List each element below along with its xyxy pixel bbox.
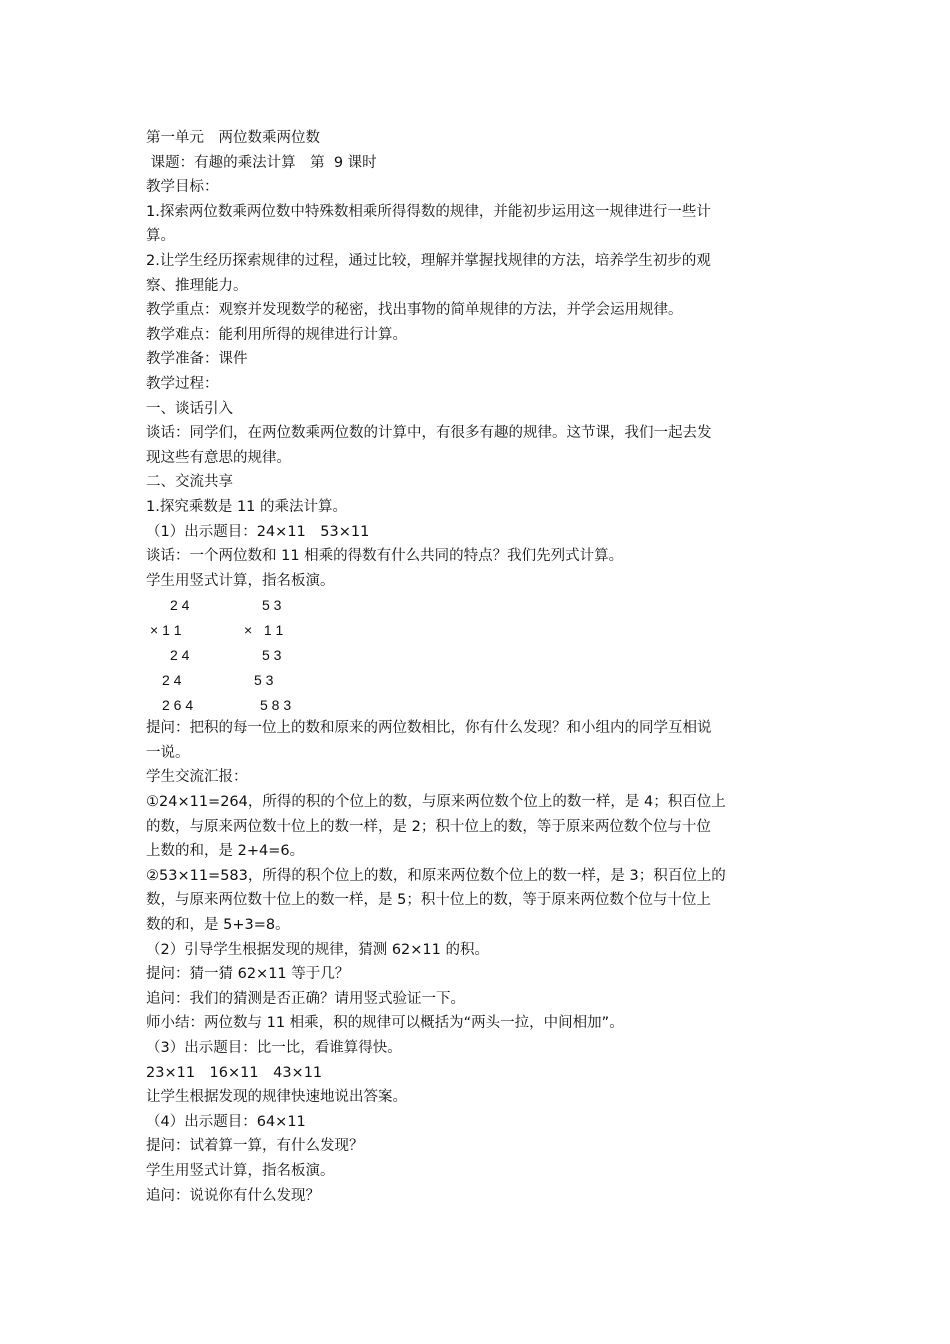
calc-a-row-4: 2 4 [162, 672, 182, 689]
explore-heading: 1.探究乘数是 11 的乘法计算。 [146, 498, 348, 515]
ask-1-line-2: 一说。 [146, 744, 190, 761]
talk-1-line-1: 谈话：同学们，在两位数乘两位数的计算中，有很多有趣的规律。这节课，我们一起去发 [146, 425, 712, 442]
report-2-line-2: 数，与原来两位数十位上的数一样，是 5；积十位上的数，等于原来两位数个位与十位上 [146, 892, 711, 909]
ask-3: 提问：试着算一算，有什么发现？ [146, 1138, 364, 1155]
talk-1-line-2: 现这些有意思的规律。 [146, 449, 291, 466]
ask-2: 提问：猜一猜 62×11 等于几？ [146, 966, 350, 983]
key-point: 教学重点：观察并发现数学的秘密，找出事物的简单规律的方法，并学会运用规律。 [146, 302, 683, 319]
goal-2-line-1: 2.让学生经历探索规律的过程，通过比较，理解并掌握找规律的方法，培养学生初步的观 [146, 252, 711, 269]
vertical-instruction-2: 学生用竖式计算，指名板演。 [146, 1162, 335, 1179]
report-2-line-1: ②53×11=583，所得的积个位上的数，和原来两位数个位上的数一样，是 3；积百位上的 [146, 867, 726, 884]
question-3-items: 23×11 16×11 43×11 [146, 1064, 323, 1081]
follow-up-1: 追问：我们的猜测是否正确？请用竖式验证一下。 [146, 990, 465, 1007]
teacher-summary: 师小结：两位数与 11 相乘，积的规律可以概括为“两头一拉，中间相加”。 [146, 1015, 624, 1032]
goals-heading: 教学目标： [146, 179, 219, 196]
preparation: 教学准备：课件 [146, 351, 248, 368]
question-3: （3）出示题目：比一比，看谁算得快。 [146, 1040, 402, 1056]
calc-a-result: 2 6 4 [162, 697, 194, 714]
calc-a-row-2: × 1 1 [150, 622, 182, 639]
goal-2-line-2: 察、推理能力。 [146, 277, 248, 294]
question-3-note: 让学生根据发现的规律快速地说出答案。 [146, 1089, 407, 1106]
report-heading: 学生交流汇报： [146, 769, 248, 786]
calc-b-row-2: × 1 1 [244, 622, 284, 639]
report-2-line-3: 数的和，是 5+3=8。 [146, 917, 290, 934]
goal-1-line-2: 算。 [146, 228, 175, 245]
calc-b-row-1: 5 3 [262, 597, 282, 614]
document-page [146, 126, 806, 1208]
question-2: （2）引导学生根据发现的规律，猜测 62×11 的积。 [146, 941, 489, 958]
unit-title: 第一单元 两位数乘两位数 [146, 130, 320, 146]
difficulty: 教学难点：能利用所得的规律进行计算。 [146, 326, 407, 343]
follow-up-2: 追问：说说你有什么发现？ [146, 1187, 320, 1204]
vertical-calculation [146, 593, 806, 716]
report-1-line-3: 上数的和，是 2+4=6。 [146, 843, 305, 860]
question-4: （4）出示题目：64×11 [146, 1113, 306, 1130]
calc-a-row-1: 2 4 [170, 597, 190, 614]
vertical-instruction: 学生用竖式计算，指名板演。 [146, 572, 335, 589]
report-1-line-2: 的数，与原来两位数十位上的数一样，是 2；积十位上的数，等于原来两位数个位与十位 [146, 818, 711, 835]
ask-1-line-1: 提问：把积的每一位上的数和原来的两位数相比，你有什么发现？和小组内的同学互相说 [146, 720, 712, 737]
section-1-heading: 一、谈话引入 [146, 400, 233, 417]
talk-2: 谈话：一个两位数和 11 相乘的得数有什么共同的特点？我们先列式计算。 [146, 548, 624, 565]
report-1-line-1: ①24×11=264，所得的积的个位上的数，与原来两位数个位上的数一样，是 4；积百位上 [146, 794, 726, 811]
calc-b-result: 5 8 3 [260, 697, 292, 714]
calc-b-row-4: 5 3 [254, 672, 274, 689]
goal-1-line-1: 1.探索两位数乘两位数中特殊数相乘所得得数的规律，并能初步运用这一规律进行一些计 [146, 203, 711, 220]
section-2-heading: 二、交流共享 [146, 474, 233, 491]
calc-b-row-3: 5 3 [262, 647, 282, 664]
lesson-title: 课题：有趣的乘法计算 第 9 课时 [146, 154, 377, 171]
process-heading: 教学过程： [146, 375, 219, 392]
question-1: （1）出示题目：24×11 53×11 [146, 523, 370, 540]
calc-a-row-3: 2 4 [170, 647, 190, 664]
